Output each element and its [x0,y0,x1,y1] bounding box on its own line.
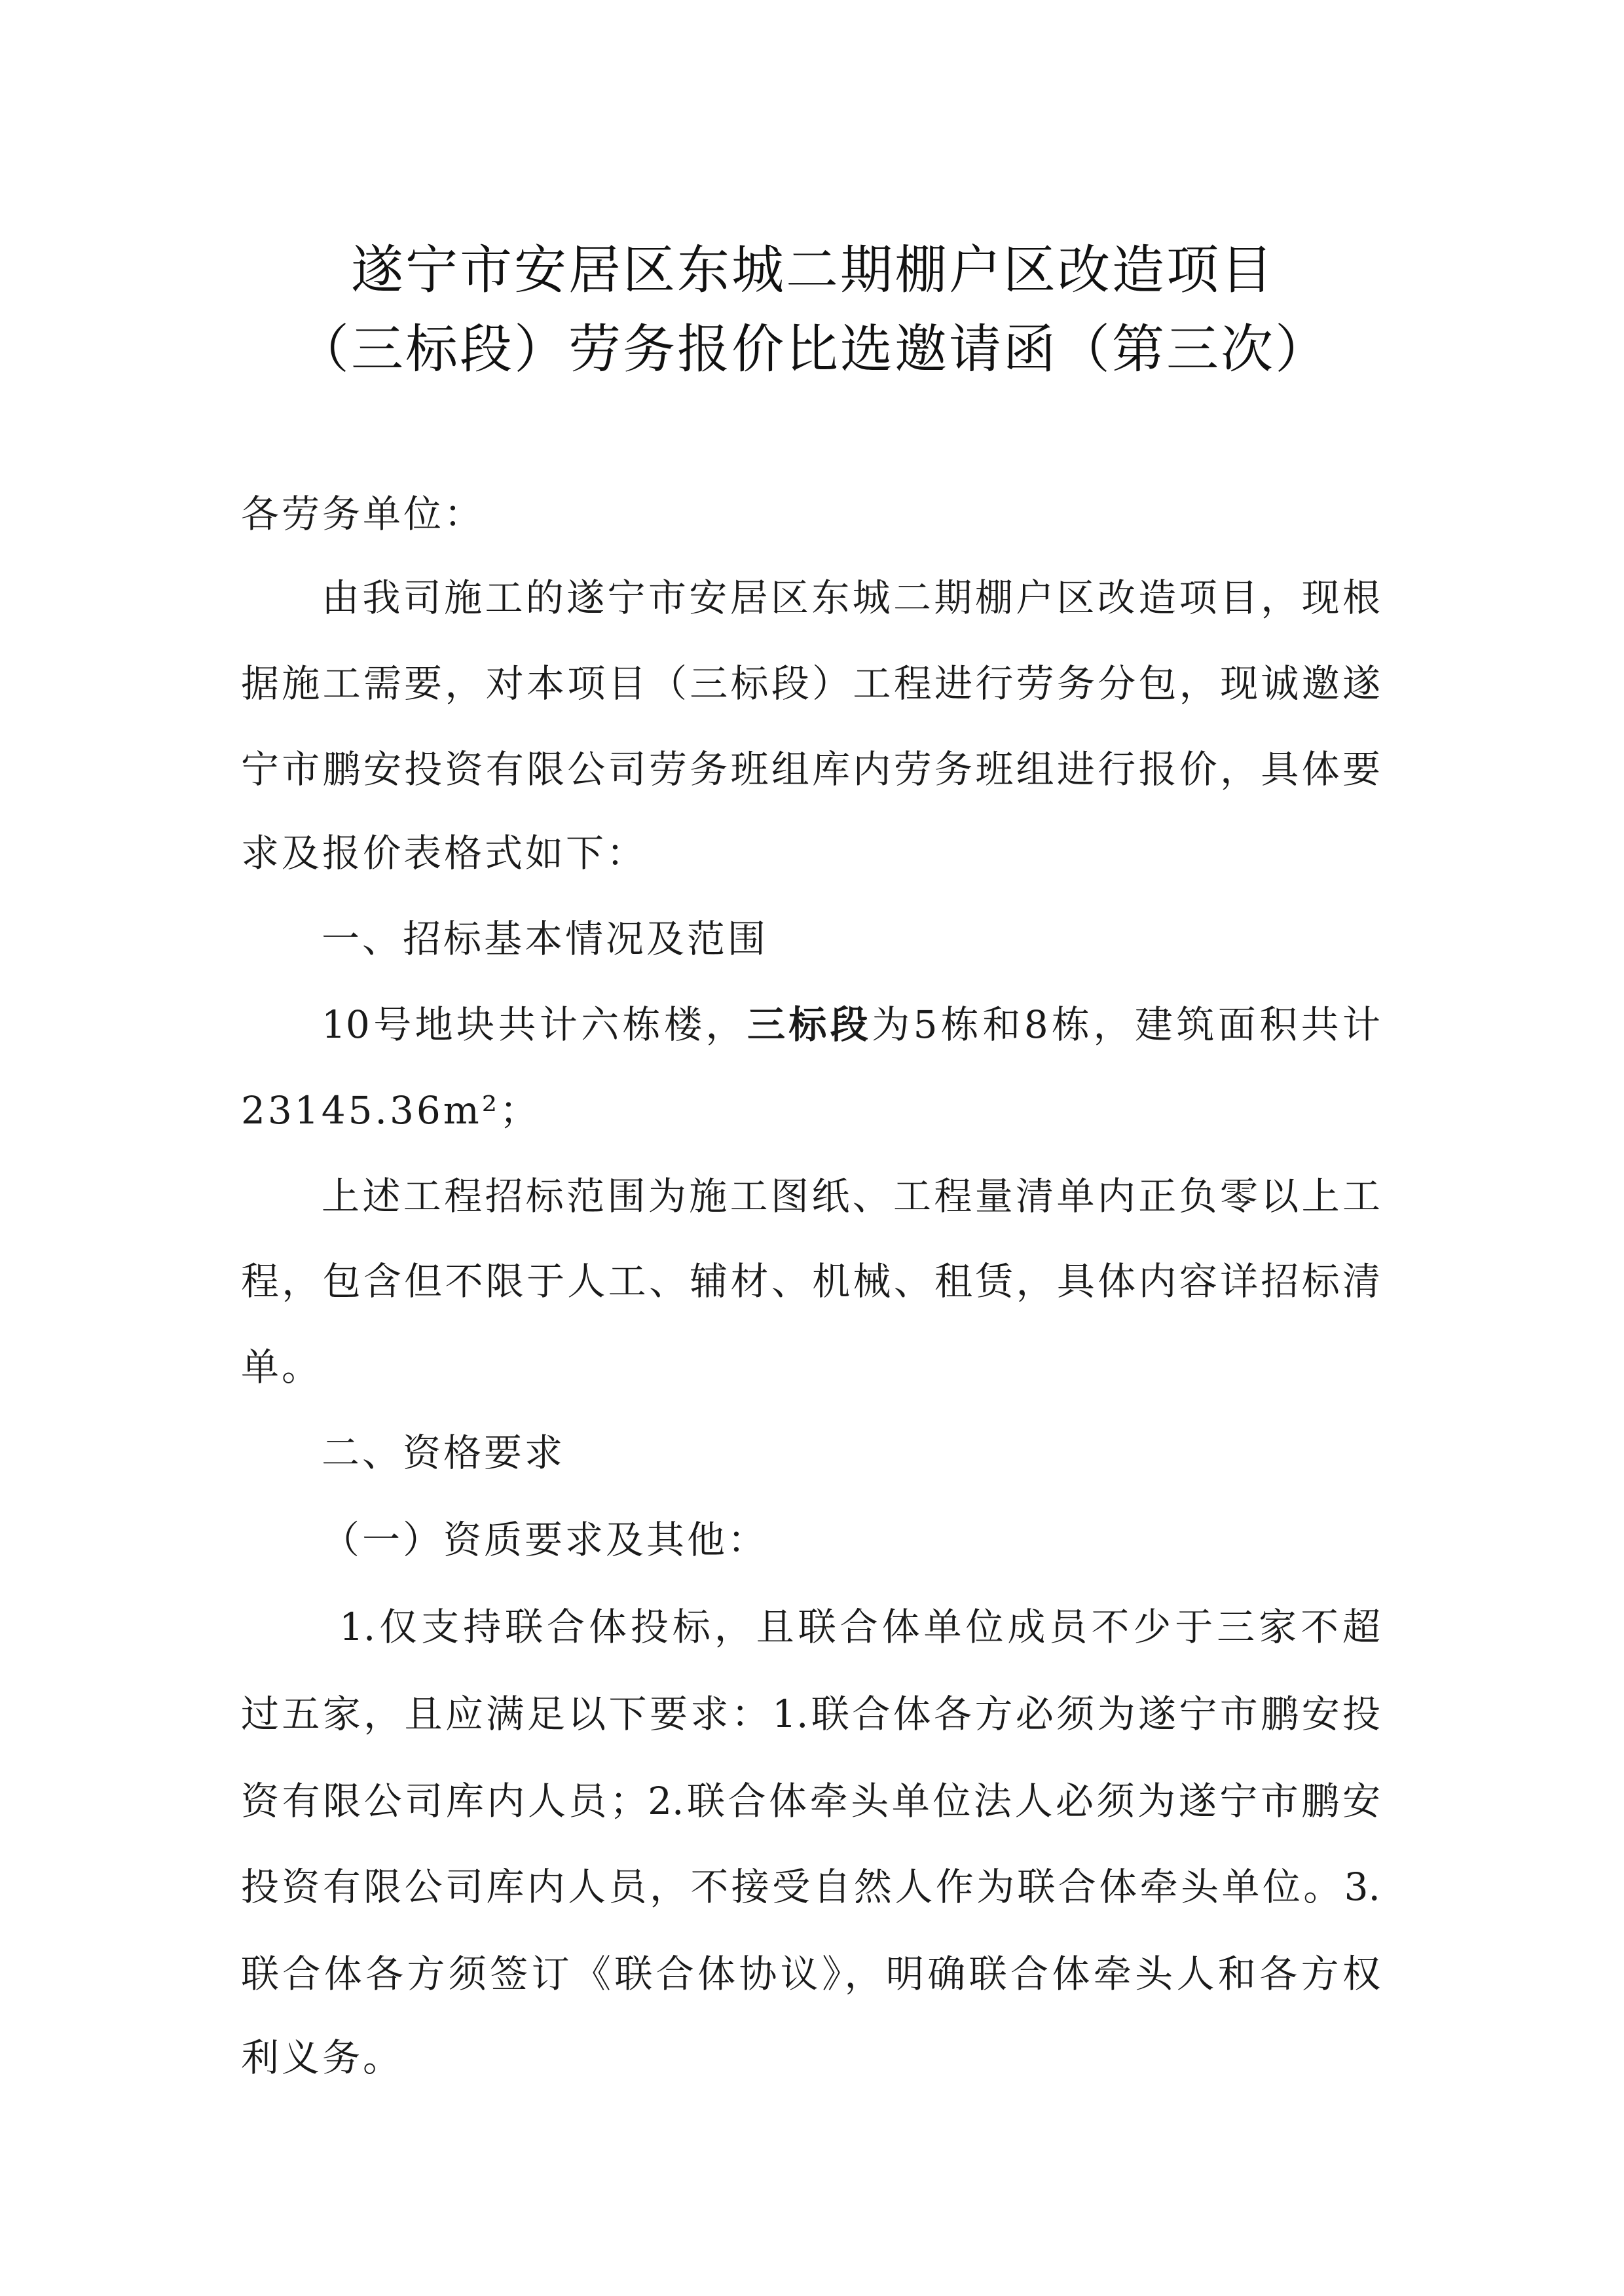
section-2-subheading: （一）资质要求及其他： [322,1518,769,1562]
range-line: 上述工程招标范围为施工图纸、工程量清单内正负零以上工 [322,1174,1380,1218]
intro-line: 由我司施工的遂宁市安居区东城二期棚户区改造项目，现根 [322,575,1380,620]
scope-emphasis: 三标段 [747,1002,872,1047]
range-line: 程，包含但不限于人工、辅材、机械、租赁，具体内容详招标清 [241,1259,1380,1303]
scope-text-after: 为5栋和8栋，建筑面积共计 [872,1002,1380,1047]
intro-line: 求及报价表格式如下： [241,831,648,875]
document-title-line-1: 遂宁市安居区东城二期棚户区改造项目 [351,240,1275,301]
range-line: 单。 [241,1345,323,1389]
intro-line: 据施工需要，对本项目（三标段）工程进行劳务分包，现诚邀遂 [241,661,1380,706]
requirement-line: 利义务。 [241,2035,404,2080]
requirement-line: 1.仅支持联合体投标，且联合体单位成员不少于三家不超 [339,1605,1380,1649]
scope-text-before: 10号地块共计六栋楼， [322,1002,747,1047]
requirement-line: 资有限公司库内人员；2.联合体牵头单位法人必须为遂宁市鹏安 [241,1779,1380,1823]
section-2-heading: 二、资格要求 [322,1430,566,1475]
intro-line: 宁市鹏安投资有限公司劳务班组库内劳务班组进行报价，具体要 [241,747,1380,792]
requirement-line: 联合体各方须签订《联合体协议》，明确联合体牵头人和各方权 [241,1952,1380,1996]
section-1-heading: 一、招标基本情况及范围 [322,917,769,961]
document-title-line-2: （三标段）劳务报价比选邀请函（第三次） [297,319,1329,380]
salutation: 各劳务单位： [241,492,485,536]
requirement-line: 投资有限公司库内人员，不接受自然人作为联合体牵头单位。3. [241,1865,1380,1909]
scope-area-line: 23145.36m²； [241,1088,540,1133]
requirement-line: 过五家，且应满足以下要求：1.联合体各方必须为遂宁市鹏安投 [241,1692,1380,1736]
scope-line [322,1002,1380,1048]
